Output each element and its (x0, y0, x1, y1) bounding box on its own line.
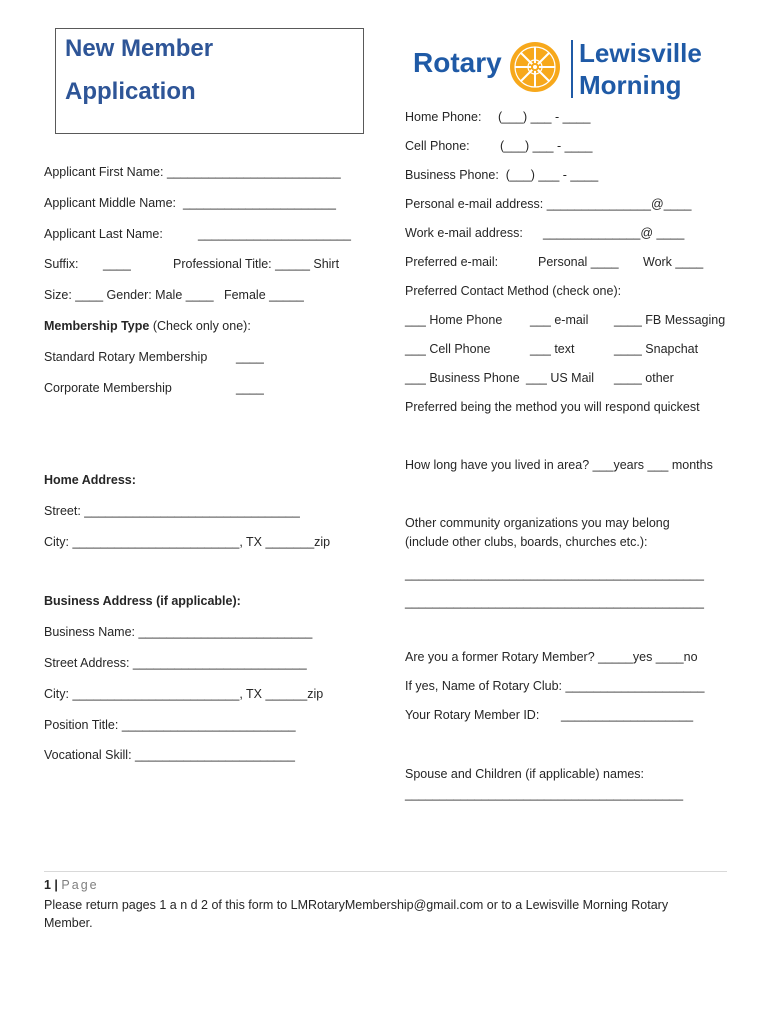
community-orgs-line-1[interactable]: ___________________________________________ (405, 567, 704, 581)
business-street-field[interactable]: Street Address: _________________________ (44, 656, 307, 670)
home-phone-label: Home Phone: (405, 110, 482, 124)
professional-title-field[interactable]: Professional Title: _____ Shirt (173, 257, 340, 271)
member-id-label: Your Rotary Member ID: (405, 708, 540, 722)
preferred-personal-option[interactable]: Personal ____ (538, 255, 619, 269)
business-phone-field[interactable]: Business Phone: (___) ___ - ____ (405, 168, 599, 182)
contact-snapchat-option[interactable]: ____ Snapchat (614, 342, 699, 356)
contact-us-mail-option[interactable]: ___ US Mail (526, 371, 595, 385)
last-name-label: Applicant Last Name: (44, 227, 163, 241)
preferred-work-option[interactable]: Work ____ (643, 255, 704, 269)
home-city-zip-field[interactable]: City: ________________________, TX _______zip (44, 535, 331, 549)
standard-membership-check[interactable]: ____ (236, 350, 264, 364)
logo-club-line1: Lewisville (579, 38, 702, 68)
spouse-children-label: Spouse and Children (if applicable) names: (405, 767, 645, 781)
logo-divider (571, 40, 573, 98)
personal-email-field[interactable]: Personal e-mail address: _______________@____ (405, 197, 692, 211)
form-title-line1: New Member (65, 35, 214, 62)
member-id-field[interactable]: ___________________ (561, 708, 694, 722)
first-name-field[interactable]: Applicant First Name: _________________________ (44, 165, 341, 179)
business-address-heading: Business Address (if applicable): (44, 594, 241, 608)
business-city-zip-field[interactable]: City: ________________________, TX ______zip (44, 687, 324, 701)
suffix-label: Suffix: (44, 257, 79, 271)
home-address-heading: Home Address: (44, 473, 136, 487)
page-word: Page (61, 878, 99, 892)
spouse-children-field[interactable]: ________________________________________ (405, 787, 684, 801)
preferred-email-label: Preferred e-mail: (405, 255, 499, 269)
rotary-club-name-field[interactable]: If yes, Name of Rotary Club: ____________________ (405, 679, 705, 693)
middle-name-field[interactable]: Applicant Middle Name: ______________________ (44, 196, 336, 210)
vocational-skill-field[interactable]: Vocational Skill: _______________________ (44, 748, 295, 762)
contact-cell-phone-option[interactable]: ___ Cell Phone (405, 342, 491, 356)
corporate-membership-check[interactable]: ____ (236, 381, 264, 395)
work-email-field[interactable]: ______________@ ____ (543, 226, 685, 240)
form-title-line2: Application (65, 78, 196, 105)
return-instructions-line1: Please return pages 1 a n d 2 of this form to LMRotaryMembership@gmail.com or to a Lewisville Morning Rotary (44, 898, 669, 912)
home-street-field[interactable]: Street: _______________________________ (44, 504, 300, 518)
cell-phone-label: Cell Phone: (405, 139, 470, 153)
contact-fb-messaging-option[interactable]: ____ FB Messaging (614, 313, 726, 327)
page-number (44, 878, 99, 892)
logo-club-line2: Morning (579, 70, 682, 100)
contact-other-option[interactable]: ____ other (614, 371, 674, 385)
title-box (55, 28, 364, 134)
logo-rotary-word: Rotary (413, 47, 502, 78)
contact-business-phone-option[interactable]: ___ Business Phone (405, 371, 520, 385)
rotary-wheel-icon (507, 39, 563, 95)
membership-type-heading (44, 319, 251, 333)
size-gender-field[interactable]: Size: ____ Gender: Male ____ Female _____ (44, 288, 304, 302)
return-instructions-line2: Member. (44, 916, 93, 930)
community-orgs-label-1: Other community organizations you may belong (405, 516, 670, 530)
footer-divider (44, 871, 727, 872)
work-email-label: Work e-mail address: (405, 226, 523, 240)
lived-in-area-field[interactable]: How long have you lived in area? ___years ___ months (405, 458, 713, 472)
contact-text-option[interactable]: ___ text (530, 342, 575, 356)
last-name-field[interactable]: ______________________ (198, 227, 351, 241)
business-name-field[interactable]: Business Name: _________________________ (44, 625, 313, 639)
home-phone-field[interactable]: (___) ___ - ____ (498, 110, 591, 124)
suffix-field[interactable]: ____ (103, 257, 131, 271)
page-number-digit: 1 | (44, 878, 58, 892)
community-orgs-line-2[interactable]: ___________________________________________ (405, 595, 704, 609)
cell-phone-field[interactable]: (___) ___ - ____ (500, 139, 593, 153)
former-member-field[interactable]: Are you a former Rotary Member? _____yes ____no (405, 650, 698, 664)
contact-method-heading: Preferred Contact Method (check one): (405, 284, 622, 298)
community-orgs-label-2: (include other clubs, boards, churches etc.): (405, 535, 648, 549)
position-title-field[interactable]: Position Title: _________________________ (44, 718, 296, 732)
corporate-membership-label: Corporate Membership (44, 381, 172, 395)
contact-email-option[interactable]: ___ e-mail (530, 313, 589, 327)
membership-type-note: (Check only one): (149, 319, 251, 333)
preferred-method-note: Preferred being the method you will respond quickest (405, 400, 700, 414)
standard-membership-label: Standard Rotary Membership (44, 350, 208, 364)
membership-type-bold: Membership Type (44, 319, 150, 333)
contact-home-phone-option[interactable]: ___ Home Phone (405, 313, 503, 327)
